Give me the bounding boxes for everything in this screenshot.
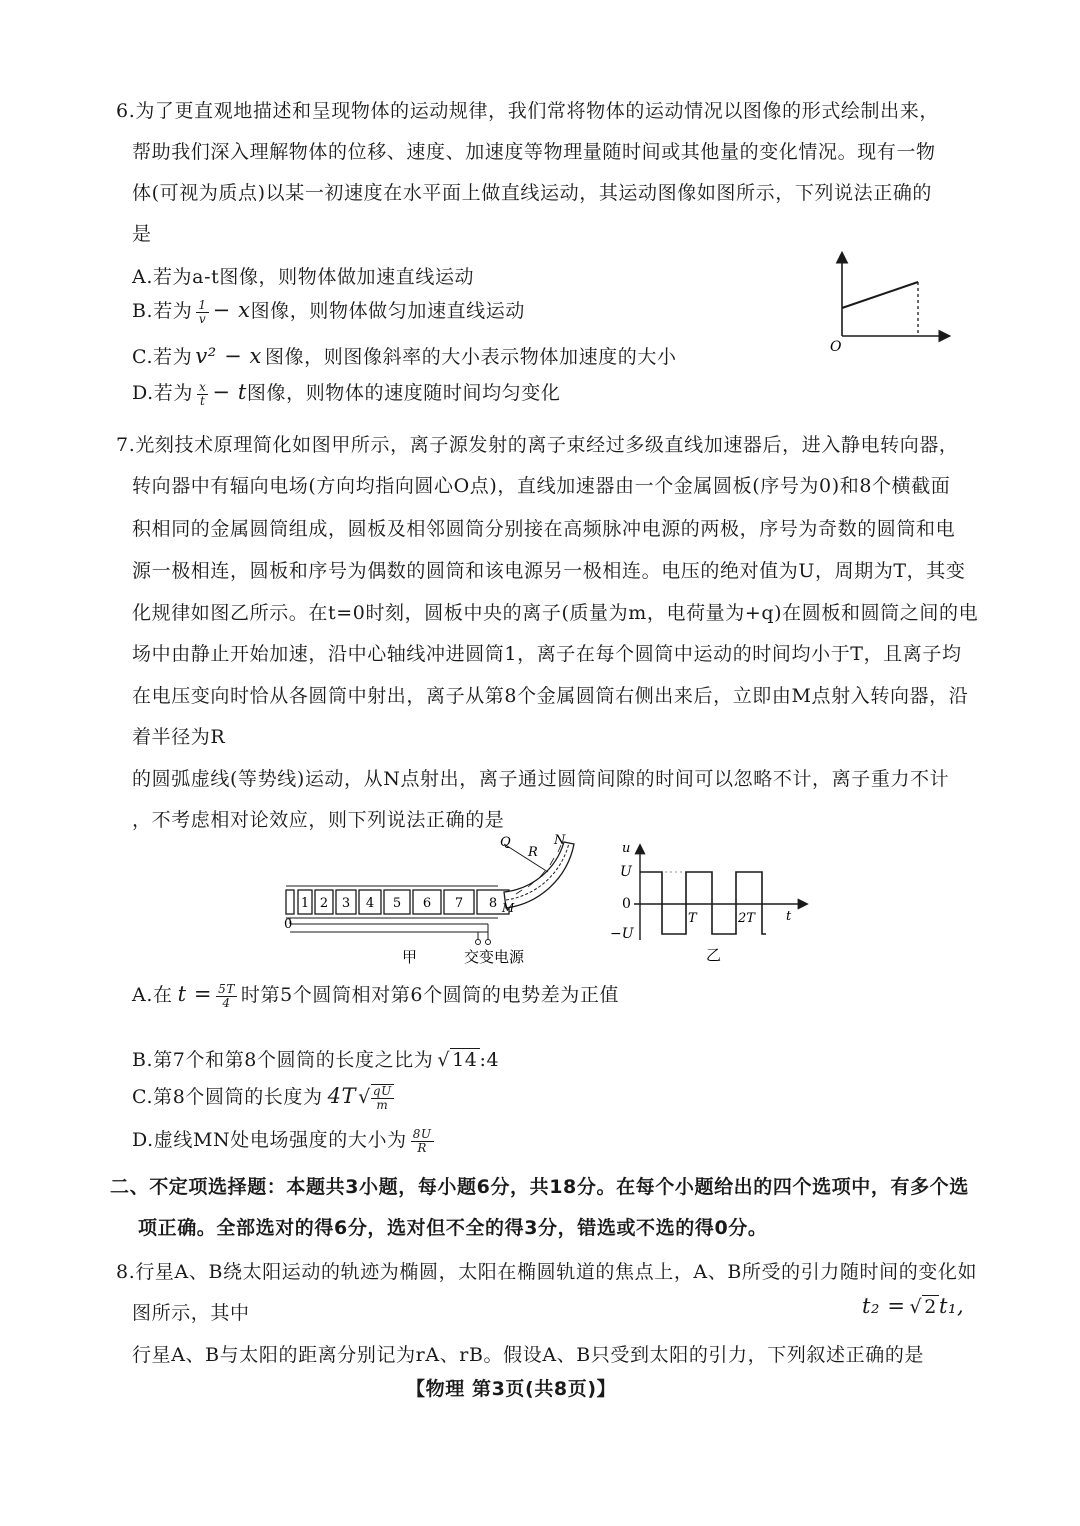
q7-option-a-fraction	[216, 983, 237, 1010]
q6-option-b-math: − x	[212, 298, 251, 322]
q6-option-c-prefix: C.若为	[132, 346, 193, 368]
q7-point-q: Q	[500, 835, 511, 850]
q7-point-n: N	[554, 833, 566, 848]
q7-option-d-numerator: 8U	[412, 1126, 432, 1141]
q7-option-a	[132, 980, 619, 1010]
q7-yi-zero-label: 0	[622, 896, 631, 912]
q6-option-d-fraction	[197, 381, 208, 408]
q7-option-a-suffix: 时第5个圆筒相对第6个圆筒的电势差为正值	[240, 984, 620, 1006]
q6-option-d	[132, 378, 561, 408]
q7-tube-label-8: 8	[488, 896, 498, 911]
q8-formula-lhs: t₂ =	[862, 1294, 906, 1318]
q8-formula-sqrt: √ 2	[909, 1296, 937, 1318]
q7-option-c-coef: 4T	[327, 1084, 357, 1108]
q7-plate-label: 0	[284, 917, 293, 932]
q8-line-3: 行星A、B与太阳的距离分别记为rA、rB。假设A、B只受到太阳的引力，下列叙述正确的是	[132, 1344, 925, 1366]
q7-option-b-prefix: B.第7个和第8个圆筒的长度之比为	[132, 1049, 434, 1071]
q7-stem-line-6: 场中由静止开始加速，沿中心轴线冲进圆筒1，离子在每个圆筒中运动的时间均小于T，且离子均	[132, 643, 962, 665]
q7-tubes	[298, 890, 509, 914]
q6-motion-graph	[820, 248, 955, 358]
q7-figure-yi-caption: 乙	[706, 946, 722, 964]
q6-option-b-numerator: 1	[198, 297, 207, 312]
q7-option-b	[132, 1045, 499, 1072]
q7-tube-label-1: 1	[300, 896, 310, 911]
q7-option-a-denominator: 4	[222, 995, 231, 1010]
q7-tube-label-7: 7	[454, 896, 464, 911]
q6-option-b-prefix: B.若为	[132, 300, 193, 322]
q6-option-a: A.若为a-t图像，则物体做加速直线运动	[132, 266, 475, 288]
q7-deflector	[504, 842, 574, 908]
q6-option-d-prefix: D.若为	[132, 382, 193, 404]
q6-option-d-numerator: x	[199, 379, 207, 394]
q7-yi-negU-label: −U	[610, 926, 634, 942]
q7-figure-jia-caption: 甲	[402, 948, 418, 966]
q8-formula	[862, 1294, 964, 1318]
q7-option-d	[132, 1125, 438, 1155]
q8-line-2: 图所示，其中	[132, 1302, 250, 1324]
q7-yi-t-label: t	[786, 909, 792, 924]
q7-stem-line-8: 着半径为R	[132, 726, 226, 748]
q7-tube-label-6: 6	[422, 896, 432, 911]
q7-stem-line-9: 的圆弧虚线(等势线)运动，从N点射出，离子通过圆筒间隙的时间可以忽略不计，离子重力不计	[132, 768, 950, 790]
q7-stem-line-3: 积相同的金属圆筒组成，圆板及相邻圆筒分别接在高频脉冲电源的两极，序号为奇数的圆筒和电	[132, 518, 956, 540]
q7-yi-2T-label: 2T	[738, 911, 755, 926]
q6-stem-line-2: 帮助我们深入理解物体的位移、速度、加速度等物理量随时间或其他量的变化情况。现有一物	[132, 141, 936, 163]
q6-option-b-denominator: v	[198, 311, 207, 326]
q7-option-c-prefix: C.第8个圆筒的长度为	[132, 1086, 323, 1108]
q6-stem-line-4: 是	[132, 223, 152, 245]
q7-option-d-denominator: R	[417, 1140, 427, 1155]
q7-option-a-numerator: 5T	[218, 981, 235, 996]
q6-option-b	[132, 296, 525, 326]
q7-stem-line-4: 源一极相连，圆板和序号为偶数的圆筒和该电源另一极相连。电压的绝对值为U，周期为T，其变	[132, 560, 966, 582]
q7-stem-line-1: 7.光刻技术原理简化如图甲所示，离子源发射的离子束经过多级直线加速器后，进入静电转向器，	[116, 434, 959, 456]
q7-stem-line-7: 在电压变向时恰从各圆筒中射出，离子从第8个金属圆筒右侧出来后，立即由M点射入转向器，沿	[132, 685, 969, 707]
q6-option-d-denominator: t	[199, 393, 206, 408]
q7-option-c-denominator: m	[376, 1098, 389, 1112]
q7-option-c-fraction	[371, 1084, 394, 1112]
q7-option-b-sqrt: √ 14	[437, 1049, 478, 1071]
q6-stem-line-1: 6.为了更直观地描述和呈现物体的运动规律，我们常将物体的运动情况以图像的形式绘制出来，	[116, 100, 939, 122]
page-footer: 【物理 第3页(共8页)】	[406, 1378, 617, 1400]
q6-option-d-math: − t	[212, 380, 247, 404]
q7-plate-0	[286, 890, 294, 914]
q7-option-b-suffix: :4	[479, 1049, 500, 1071]
q7-option-c	[132, 1082, 398, 1112]
q7-tube-label-2: 2	[319, 896, 329, 911]
q7-option-a-prefix: A.在	[132, 984, 173, 1006]
section2-heading-line-2: 项正确。全部选对的得6分，选对但不全的得3分，错选或不选的得0分。	[138, 1217, 768, 1239]
q7-stem-line-5: 化规律如图乙所示。在t=0时刻，圆板中央的离子(质量为m，电荷量为+q)在圆板和圆筒之间的电	[132, 602, 979, 624]
q7-tube-label-4: 4	[365, 896, 375, 911]
q7-option-b-radicand: 14	[452, 1049, 478, 1071]
q7-option-d-prefix: D.虚线MN处电场强度的大小为	[132, 1129, 407, 1151]
q7-option-d-fraction	[411, 1128, 434, 1155]
q7-point-m: M	[502, 901, 515, 915]
q8-line-1: 8.行星A、B绕太阳运动的轨迹为椭圆，太阳在椭圆轨道的焦点上，A、B所受的引力随时间的变化如	[116, 1261, 978, 1283]
q6-option-c	[132, 342, 677, 369]
q7-figure-yi	[606, 836, 820, 968]
q6-option-c-math: v² − x	[195, 344, 262, 368]
q7-tube-label-3: 3	[341, 896, 351, 911]
q7-yi-T-label: T	[688, 911, 697, 926]
section2-heading-line-1: 二、不定项选择题：本题共3小题，每小题6分，共18分。在每个小题给出的四个选项中，有多个选	[110, 1176, 969, 1198]
q6-option-b-suffix: 图像，则物体做匀加速直线运动	[250, 300, 525, 322]
q7-yi-u-label: u	[622, 841, 631, 856]
q7-tube-label-5: 5	[392, 896, 402, 911]
q6-graph-origin-label: O	[830, 339, 842, 355]
q6-option-c-suffix: 图像，则图像斜率的大小表示物体加速度的大小	[264, 346, 677, 368]
q7-yi-U-label: U	[620, 864, 632, 880]
q6-graph-curve	[842, 282, 918, 308]
q8-formula-rhs: t₁,	[938, 1294, 965, 1318]
q7-stem-line-2: 转向器中有辐向电场(方向均指向圆心O点)，直线加速器由一个金属圆板(序号为0)和8个横截面	[132, 475, 951, 497]
q6-option-d-suffix: 图像，则物体的速度随时间均匀变化	[246, 382, 561, 404]
q7-power-label: 交变电源	[464, 948, 525, 966]
q7-option-a-lhs: t =	[177, 982, 213, 1006]
q7-figure-jia	[278, 832, 588, 970]
q6-stem-line-3: 体(可视为质点)以某一初速度在水平面上做直线运动，其运动图像如图所示，下列说法正确的	[132, 182, 933, 204]
q7-radius-r: R	[528, 845, 538, 860]
q8-formula-radicand: 2	[924, 1296, 937, 1318]
q6-option-b-fraction	[196, 299, 208, 326]
q7-option-c-numerator: qU	[372, 1084, 392, 1098]
q7-option-c-sqrt: √	[358, 1086, 371, 1108]
q7-stem-line-10: ，不考虑相对论效应，则下列说法正确的是	[132, 809, 505, 831]
